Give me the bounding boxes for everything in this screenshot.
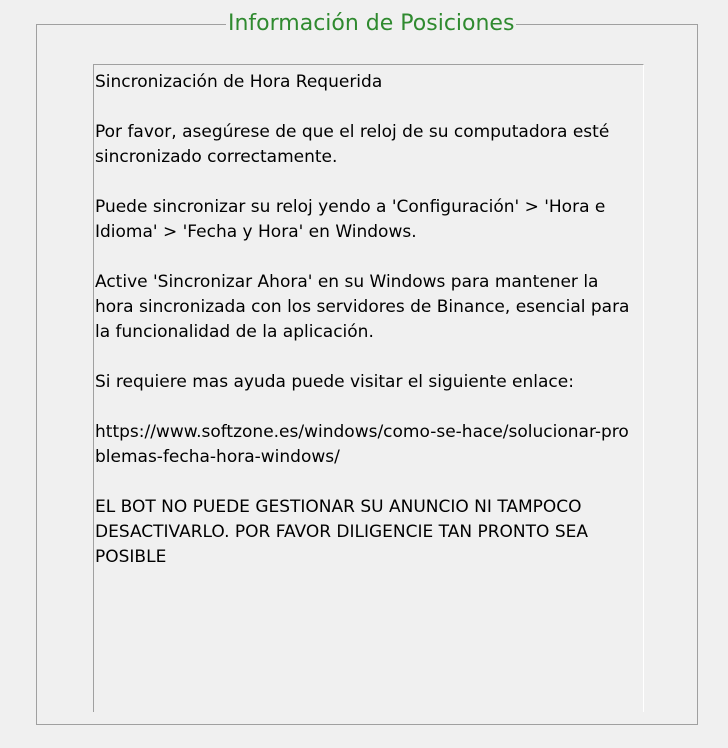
message-paragraph-help: Si requiere mas ayuda puede visitar el siguiente enlace: — [95, 372, 574, 392]
message-paragraph-clock: Por favor, asegúrese de que el reloj de su computadora esté sincronizado correctamente. — [95, 122, 610, 167]
message-paragraph-settings: Puede sincronizar su reloj yendo a 'Configuración' > 'Hora e Idioma' > 'Fecha y Hora' en Windows. — [95, 197, 606, 242]
help-link[interactable] — [95, 420, 637, 470]
message-heading: Sincronización de Hora Requerida — [95, 72, 383, 92]
message-paragraph-sync: Active 'Sincronizar Ahora' en su Windows para mantener la hora sincronizada con los servidores de Binance, esencial para la funcionalidad de la aplicación. — [95, 272, 630, 342]
message-warning: EL BOT NO PUEDE GESTIONAR SU ANUNCIO NI TAMPOCO DESACTIVARLO. POR FAVOR DILIGENCIE TAN PRONTO SEA POSIBLE — [95, 497, 588, 567]
groupbox-title: Información de Posiciones — [228, 11, 515, 36]
help-link-line-2: blemas-fecha-hora-windows/ — [95, 447, 340, 467]
help-link-line-1: https://www.softzone.es/windows/como-se-hace/solucionar-pro — [95, 422, 629, 442]
message-content — [95, 70, 637, 570]
message-textbox[interactable] — [93, 64, 644, 712]
